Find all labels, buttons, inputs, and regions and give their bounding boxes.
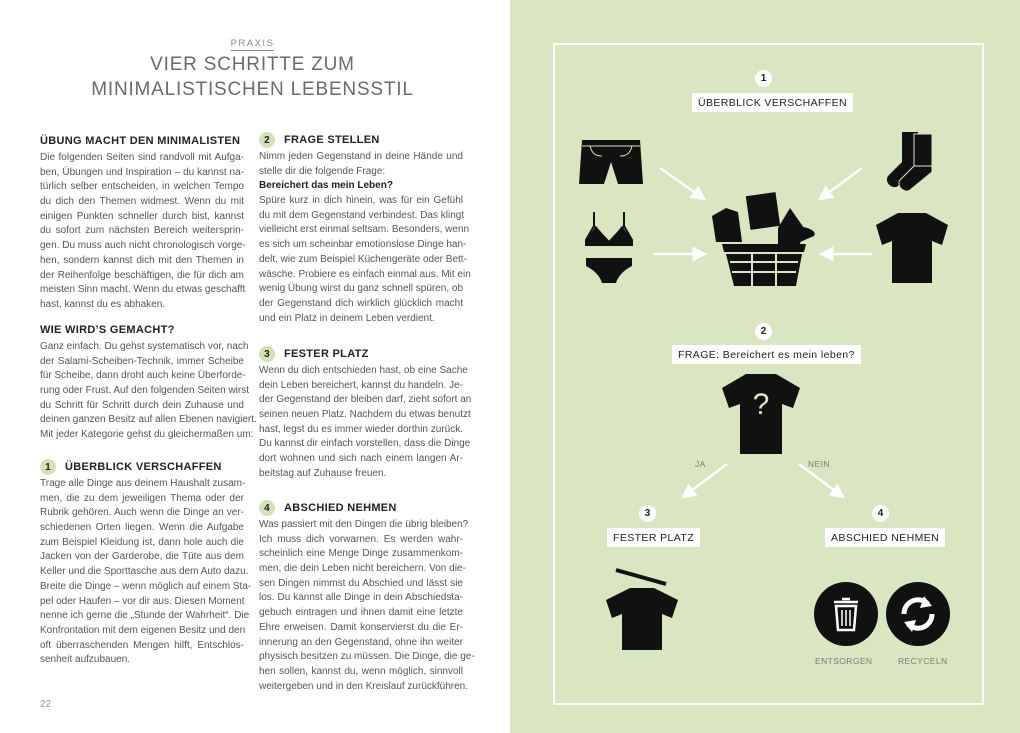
text-line: Wenn du dich entschieden hast, ob eine Sache xyxy=(259,365,468,376)
section-body xyxy=(40,151,244,313)
section-body xyxy=(259,518,475,694)
text-line: du Schritt für Schritt durch dein Zuhause und xyxy=(40,399,244,411)
text-line: innerung an den Gegenstand, ohne ihn weiter xyxy=(259,636,463,648)
arrow-shorts xyxy=(660,168,700,196)
text-line: wäsche. Probiere es einfach einmal aus. Mit ein xyxy=(259,268,471,280)
section-heading xyxy=(259,346,463,362)
arrow-socks xyxy=(824,168,862,196)
text-line: du mit dem Gegenstand verbindest. Das klingt xyxy=(259,209,465,221)
page-title-line-1: VIER SCHRITTE ZUM xyxy=(150,54,355,75)
text-line: hen sollen, kannst du, wenn möglich, sinnvoll xyxy=(259,665,463,677)
text-line: oft überraschenden Mengen hilft, Entschlos- xyxy=(40,639,244,651)
section-wie-wirds xyxy=(40,322,257,443)
no-label: NEIN xyxy=(808,459,830,469)
step-2-number: 2 xyxy=(755,323,772,340)
text-line: stelle dir die folgende Frage: xyxy=(259,165,386,177)
section-body xyxy=(40,477,252,668)
section-heading xyxy=(40,459,244,475)
text-line: senheit aufzubauen. xyxy=(40,654,131,666)
text-line: Ich muss dich vorwarnen. Es werden wahr- xyxy=(259,533,463,545)
heading-text: ÜBUNG MACHT DEN MINIMALISTEN xyxy=(40,135,241,147)
text-line: pel oder Haufen – vor dir aus. Diesen Moment xyxy=(40,595,245,607)
text-line: Nimm jeden Gegenstand in deine Hände und xyxy=(259,151,463,162)
text-line: es sich um scheinbar emotionslose Dinge han- xyxy=(259,239,467,251)
text-line: Trage alle Dinge aus deinem Haushalt zusam- xyxy=(40,478,246,489)
text-line: nenne ich gerne die „Stunde der Wahrheit“. Die xyxy=(40,610,250,622)
text-line: der Gegenstand dich wirklich glücklich macht xyxy=(259,297,463,309)
text-line: dein Leben bereichert, kannst du handeln. Je- xyxy=(259,379,463,391)
step-number-badge: 2 xyxy=(259,132,275,148)
text-line: rung oder Frust. Auf den folgenden Seiten wirst xyxy=(40,385,250,397)
recycle-label: RECYCELN xyxy=(898,656,948,666)
step-3-number: 3 xyxy=(639,505,656,522)
text-line: sen Dingen nimmst du Abschied und lässt sie xyxy=(259,577,463,589)
text-line: für Scheibe, dann droht auch keine Überforde- xyxy=(40,370,246,382)
text-line: weitergeben und in den Kreislauf zurückführen. xyxy=(259,680,469,692)
text-line: dort wohnen und sich nach einem langen Ar- xyxy=(259,453,463,465)
text-line: deinen ganzen Besitz auf allen Ebenen navigiert. xyxy=(40,414,257,426)
text-line: vielleicht erst einmal seltsam. Besonders, wenn xyxy=(259,224,470,236)
text-line: Spüre kurz in dich hinein, was für ein Gefühl xyxy=(259,195,463,207)
section-heading xyxy=(259,132,463,148)
page-title-line-2: MINIMALISTISCHEN LEBENSSTIL xyxy=(91,79,414,100)
text-line: Breite die Dinge – wenn möglich auf einem Sta- xyxy=(40,580,252,592)
key-question: Bereichert das mein Leben? xyxy=(259,180,393,192)
text-line: delt, wie zum Beispiel Küchengeräte oder Bett- xyxy=(259,253,467,265)
arrow-yes xyxy=(687,464,727,494)
text-line: Was passiert mit den Dingen die übrig bleiben? xyxy=(259,519,469,530)
text-line: der Salami-Scheiben-Technik, immer Scheibe xyxy=(40,355,244,367)
page-number: 22 xyxy=(40,699,52,710)
text-line: hast, kannst du es abhaken. xyxy=(40,298,166,310)
text-line: scheinlich eine Menge Dinge zusammenkom- xyxy=(259,548,463,560)
text-line: zum Beispiel Kleidung ist, dann hole auch die xyxy=(40,536,244,548)
dispose-label: ENTSORGEN xyxy=(815,656,873,666)
text-line: los. Du kannst alle Dinge in dein Abschiedsta- xyxy=(259,592,463,604)
text-line: beitstag auf Zuhause freuen. xyxy=(259,467,387,479)
section-heading xyxy=(259,500,463,516)
recycle-icon xyxy=(886,582,950,646)
text-line: Die folgenden Seiten sind randvoll mit Aufga- xyxy=(40,152,244,163)
text-line: Konfrontation mit dem eigenen Besitz und den xyxy=(40,624,246,636)
step-3-label: FESTER PLATZ xyxy=(607,528,700,547)
section-body xyxy=(40,340,257,443)
step-1-label: ÜBERBLICK VERSCHAFFEN xyxy=(692,93,853,112)
section-step-3 xyxy=(259,346,472,482)
text-line: hen, sondern kannst dich mit den Themen in xyxy=(40,254,244,266)
step-number-badge: 3 xyxy=(259,346,275,362)
text-line: seinen neuen Platz. Nachdem du etwas benutzt xyxy=(259,409,471,421)
text-line: du sofort zum nächsten Bereich weitersprin- xyxy=(40,225,244,237)
section-step-2 xyxy=(259,132,471,326)
text-line: und ein Platz in deinem Leben verdient. xyxy=(259,312,435,324)
text-line: wenig Übung wirst du ganz schnell spüren, ob xyxy=(259,283,464,295)
section-body xyxy=(259,150,471,326)
step-4-label: ABSCHIED NEHMEN xyxy=(825,528,945,547)
text-line: Rubrik gehören. Auch wenn die Dinge an ver- xyxy=(40,507,244,519)
text-line: der Gegenstand der bleiben darf, zieht sofort an xyxy=(259,394,472,406)
heading-text: ABSCHIED NEHMEN xyxy=(284,502,397,514)
text-line: ben, Übungen und Inspiration – du kannst na- xyxy=(40,166,244,178)
hanger-tshirt-icon xyxy=(606,566,678,650)
section-heading xyxy=(40,133,244,149)
text-line: Keller und die Sporttasche aus dem Auto dazu. xyxy=(40,566,249,578)
text-line: men, die zu dem jeweiligen Thema oder der xyxy=(40,492,244,504)
heading-text: WIE WIRD’S GEMACHT? xyxy=(40,324,175,336)
text-line: physisch besitzen zu müssen. Die Dinge, die ge- xyxy=(259,651,475,663)
text-line: hast, legst du es immer wieder dorthin zurück. xyxy=(259,423,463,435)
heading-text: ÜBERBLICK VERSCHAFFEN xyxy=(65,461,222,473)
text-line: einigen Punkten schneller durch bist, kannst xyxy=(40,210,244,222)
step-2-label: FRAGE: Bereichert es mein leben? xyxy=(672,345,861,364)
right-page-infographic xyxy=(510,0,1020,733)
text-line: meisten Sinn macht. Wenn du etwas geschafft xyxy=(40,284,246,296)
text-line: men, die dein Leben nicht bereichern. Von die- xyxy=(259,563,466,575)
trash-icon xyxy=(814,582,878,646)
text-line: du dich den Themen widmest. Wenn du mit xyxy=(40,196,244,208)
text-line: Mit jeder Kategorie gehst du gleichermaßen um: xyxy=(40,429,254,441)
yes-label: JA xyxy=(695,459,706,469)
text-line: Du kannst dir einfach vorstellen, dass die Dinge xyxy=(259,438,471,450)
text-line: Jacken von der Garderobe, die Tüte aus dem xyxy=(40,551,244,563)
text-line: gen. Du muss auch nicht chronologisch vorge- xyxy=(40,240,246,252)
text-line: der Reihenfolge beschäftigen, die für dich am xyxy=(40,269,244,281)
question-mark: ? xyxy=(752,388,770,421)
text-line: Ganz einfach. Du gehst systematisch vor, nach xyxy=(40,341,249,352)
step-number-badge: 4 xyxy=(259,500,275,516)
text-line: gebuch eintragen und ihnen damit eine letzte xyxy=(259,607,463,619)
text-line: schiedenen Orten liegen. Wenn die Aufgabe xyxy=(40,522,244,534)
text-line: Ehre erweisen. Damit konservierst du die Er- xyxy=(259,621,463,633)
section-uebung xyxy=(40,133,244,313)
section-body xyxy=(259,364,472,482)
step-1-number: 1 xyxy=(755,70,772,87)
step-4-number: 4 xyxy=(872,505,889,522)
text-line: türlich selber entscheiden, in welchen Tempo xyxy=(40,181,244,193)
section-kicker xyxy=(0,38,505,49)
section-heading xyxy=(40,322,244,338)
heading-text: FESTER PLATZ xyxy=(284,348,369,360)
section-step-4 xyxy=(259,500,475,694)
kicker-text: PRAXIS xyxy=(230,38,275,49)
heading-text: FRAGE STELLEN xyxy=(284,134,380,146)
step-number-badge: 1 xyxy=(40,459,56,475)
section-step-1 xyxy=(40,459,252,668)
